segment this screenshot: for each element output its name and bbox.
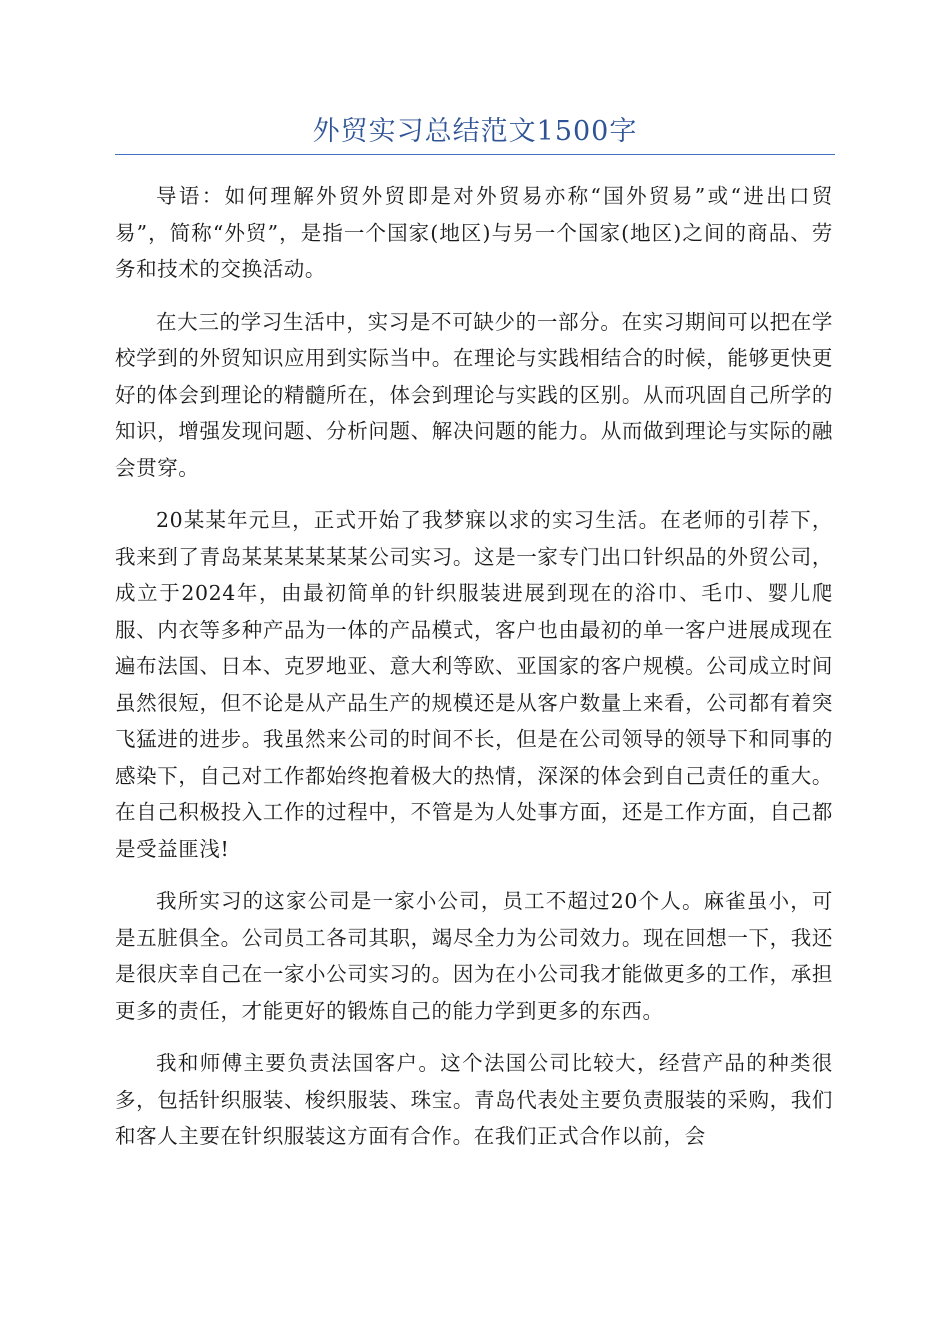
paragraph: 我和师傅主要负责法国客户。这个法国公司比较大，经营产品的种类很多，包括针织服装、梭织服装、珠宝。青岛代表处主要负责服装的采购，我们和客人主要在针织服装这方面有合作。在我们正式合作以前，会 bbox=[115, 1051, 833, 1148]
document-title: 外贸实习总结范文1500字 bbox=[312, 116, 638, 147]
paragraph: 20某某年元旦，正式开始了我梦寐以求的实习生活。在老师的引荐下，我来到了青岛某某某某某某公司实习。这是一家专门出口针织品的外贸公司，成立于2024年，由最初简单的针织服装进展到现在的浴巾、毛巾、婴儿爬服、内衣等多种产品为一体的产品模式，客户也由最初的单一客户进展成现在遍布法国、日本、克罗地亚、意大利等欧、亚国家的客户规模。公司成立时间虽然很短，但不论是从产品生产的规模还是从客户数量上来看，公司都有着突飞猛进的进步。我虽然来公司的时间不长，但是在公司领导的领导下和同事的感染下，自己对工作都始终抱着极大的热情，深深的体会到自己责任的重大。在自己积极投入工作的过程中，不管是为人处事方面，还是工作方面，自己都是受益匪浅! bbox=[115, 508, 833, 861]
title-underline bbox=[115, 154, 835, 155]
document-body bbox=[115, 178, 833, 1171]
paragraph: 我所实习的这家公司是一家小公司，员工不超过20个人。麻雀虽小，可是五脏俱全。公司员工各司其职，竭尽全力为公司效力。现在回想一下，我还是很庆幸自己在一家小公司实习的。因为在小公司我才能做更多的工作，承担更多的责任，才能更好的锻炼自己的能力学到更多的东西。 bbox=[115, 889, 833, 1023]
paragraph-intro: 导语：如何理解外贸外贸即是对外贸易亦称“国外贸易”或“进出口贸易”，简称“外贸”，是指一个国家(地区)与另一个国家(地区)之间的商品、劳务和技术的交换活动。 bbox=[115, 184, 833, 281]
paragraph: 在大三的学习生活中，实习是不可缺少的一部分。在实习期间可以把在学校学到的外贸知识应用到实际当中。在理论与实践相结合的时候，能够更快更好的体会到理论的精髓所在，体会到理论与实践的区别。从而巩固自己所学的知识，增强发现问题、分析问题、解决问题的能力。从而做到理论与实际的融会贯穿。 bbox=[115, 309, 833, 480]
